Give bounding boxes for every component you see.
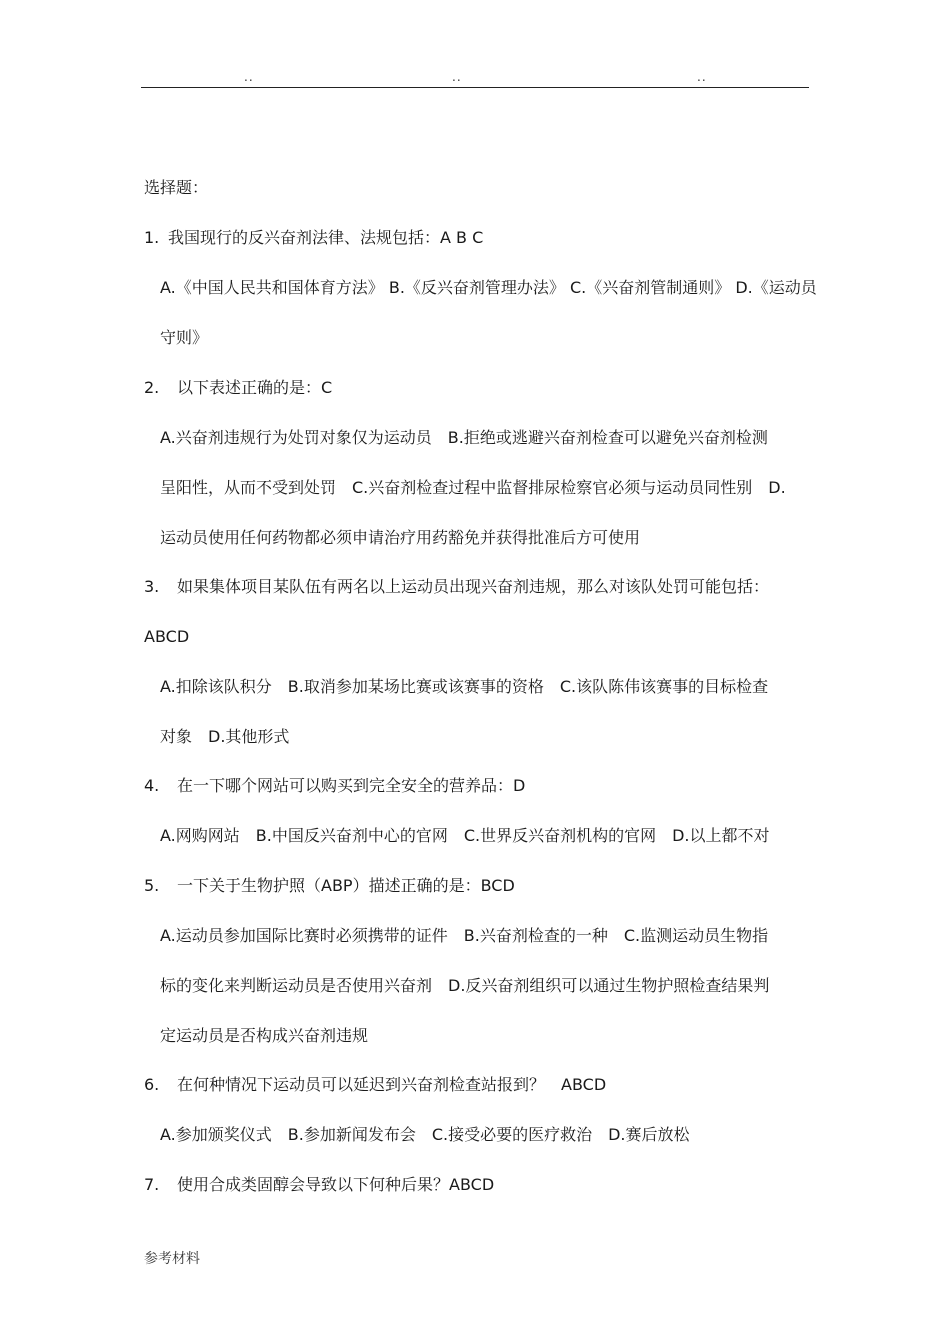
- section-title: 选择题：: [144, 178, 209, 197]
- question-text: 如果集体项目某队伍有两名以上运动员出现兴奋剂违规，那么对该队处罚可能包括：: [177, 577, 770, 596]
- question-text: 使用合成类固醇会导致以下何种后果？ABCD: [177, 1175, 495, 1194]
- footer-text: 参考材料: [144, 1251, 200, 1267]
- question-number: 4.: [144, 776, 160, 795]
- header-mark: ..: [244, 70, 254, 84]
- question-1: [144, 228, 483, 248]
- header-mark: ..: [697, 70, 707, 84]
- option-line: A.扣除该队积分 B.取消参加某场比赛或该赛事的资格 C.该队陈伟该赛事的目标检查: [160, 677, 769, 696]
- question-text: 一下关于生物护照（ABP）描述正确的是：BCD: [177, 876, 515, 895]
- header-mark: ..: [452, 70, 462, 84]
- question-2: [144, 378, 332, 398]
- question-7: [144, 1175, 494, 1195]
- option-line: 标的变化来判断运动员是否使用兴奋剂 D.反兴奋剂组织可以通过生物护照检查结果判: [160, 976, 770, 995]
- question-text: 在何种情况下运动员可以延迟到兴奋剂检查站报到？ ABCD: [177, 1075, 607, 1094]
- option-line: 呈阳性，从而不受到处罚 C.兴奋剂检查过程中监督排尿检察官必须与运动员同性别 D.: [160, 478, 786, 497]
- option-line: 定运动员是否构成兴奋剂违规: [160, 1026, 369, 1045]
- answer-line: ABCD: [144, 627, 190, 646]
- option-line: A.网购网站 B.中国反兴奋剂中心的官网 C.世界反兴奋剂机构的官网 D.以上都不对: [160, 826, 770, 845]
- question-text: 在一下哪个网站可以购买到完全安全的营养品：D: [177, 776, 526, 795]
- question-number: 7.: [144, 1175, 160, 1194]
- option-line: A.《中国人民共和国体育方法》 B.《反兴奋剂管理办法》 C.《兴奋剂管制通则》 D.《运动员: [160, 278, 817, 297]
- question-5: [144, 876, 515, 896]
- question-number: 2.: [144, 378, 160, 397]
- question-number: 6.: [144, 1075, 160, 1094]
- option-line: A.参加颁奖仪式 B.参加新闻发布会 C.接受必要的医疗救治 D.赛后放松: [160, 1125, 690, 1144]
- question-3: [144, 577, 769, 597]
- question-number: 1.: [144, 228, 160, 247]
- question-number: 3.: [144, 577, 160, 596]
- option-line: 对象 D.其他形式: [160, 727, 290, 746]
- question-6: [144, 1075, 606, 1095]
- option-line: A.兴奋剂违规行为处罚对象仅为运动员 B.拒绝或逃避兴奋剂检查可以避免兴奋剂检测: [160, 428, 768, 447]
- question-text: 我国现行的反兴奋剂法律、法规包括：A B C: [168, 228, 484, 247]
- option-line: 守则》: [160, 328, 209, 347]
- option-line: A.运动员参加国际比赛时必须携带的证件 B.兴奋剂检查的一种 C.监测运动员生物指: [160, 926, 769, 945]
- question-number: 5.: [144, 876, 160, 895]
- question-4: [144, 776, 525, 796]
- question-text: 以下表述正确的是：C: [177, 378, 333, 397]
- header-rule: [141, 87, 809, 88]
- option-line: 运动员使用任何药物都必须申请治疗用药豁免并获得批准后方可使用: [160, 528, 641, 547]
